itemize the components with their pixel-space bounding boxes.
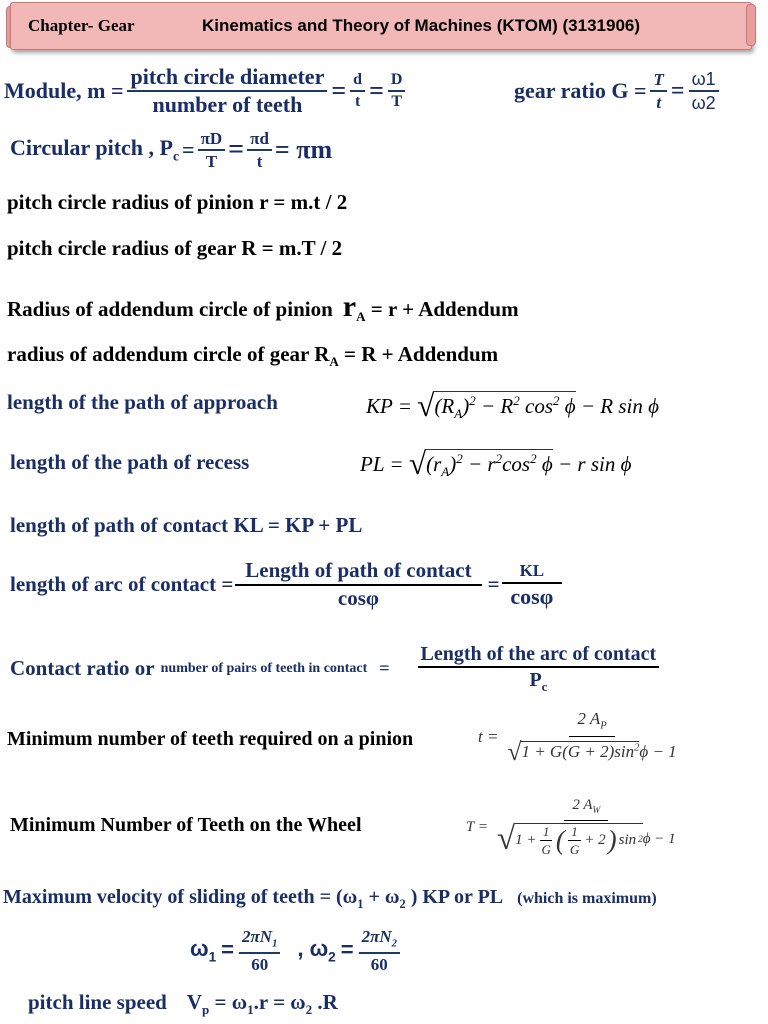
subscript: W: [592, 806, 601, 816]
left-paren: (: [555, 825, 565, 856]
min-pinion-label: Minimum number of teeth required on a pinion: [7, 728, 414, 750]
pitch-line-formula: [187, 990, 338, 1018]
subscript: A: [454, 406, 463, 422]
addendum-pinion-expr: [343, 290, 519, 325]
omega-formulas: [190, 928, 400, 973]
frac-den: G: [569, 842, 580, 858]
module-fraction: [127, 66, 327, 116]
min-pinion-formula: [478, 710, 680, 764]
gear-ratio-omega-fraction: [689, 70, 719, 112]
max-velocity-line: [3, 886, 657, 912]
min-pinion-fraction: [504, 710, 679, 764]
term: + 2: [584, 832, 606, 849]
term: − R: [475, 394, 514, 418]
frac-num: 1: [568, 825, 581, 841]
max-velocity-note: (which is maximum): [517, 890, 657, 907]
superscript: 2: [456, 451, 463, 466]
pitch-line-label: pitch line speed: [28, 990, 167, 1014]
frac-den: G: [541, 842, 551, 858]
one-over-G: [538, 825, 553, 856]
equals: =: [670, 77, 685, 104]
frac-num: πd: [247, 130, 272, 151]
frac-den: t: [656, 93, 662, 112]
subject-title: Kinematics and Theory of Machines (KTOM) (3131906): [202, 16, 641, 35]
frac-num: Length of path of contact: [235, 560, 481, 586]
circular-pitch-formula: [10, 130, 332, 170]
subscript: 2: [399, 897, 406, 911]
radicand: [426, 449, 553, 480]
equals: =: [228, 134, 245, 165]
frac-den: T: [391, 93, 403, 110]
subscript: P: [600, 720, 607, 732]
term: ): [462, 394, 470, 418]
frac-num: [569, 710, 614, 737]
term: .r = ω: [253, 990, 306, 1014]
term: ϕ − 1: [642, 831, 676, 848]
approach-formula: [366, 388, 659, 424]
num-text: 2πN: [361, 927, 392, 946]
label-text: Maximum velocity of sliding of teeth = (ω: [3, 886, 358, 908]
term: 1 +: [515, 832, 537, 849]
gear-ratio-formula: [514, 70, 719, 112]
sqrt-icon: √: [507, 736, 522, 766]
pitch-line-speed-line: [28, 990, 338, 1018]
gear-ratio-label: gear ratio G =: [514, 78, 647, 103]
frac-den: cosφ: [337, 586, 379, 610]
sqrt-icon: √: [496, 821, 516, 858]
equals: =: [487, 572, 500, 596]
superscript: 2: [530, 451, 537, 466]
kp-lhs: KP =: [366, 394, 412, 418]
gear-radius-line: pitch circle radius of gear R = m.T / 2: [7, 236, 343, 260]
omega-1: [190, 936, 216, 964]
omega-1-fraction: [239, 928, 280, 973]
subscript: 2: [328, 949, 336, 965]
min-wheel-fraction: [494, 798, 679, 856]
term: ϕ: [559, 394, 576, 418]
kp-tail: − R sin ϕ: [575, 394, 660, 418]
equals: =: [221, 937, 235, 963]
arc-contact-fraction: [235, 560, 481, 609]
frac-den: 60: [251, 954, 269, 974]
header-scroll-right-ornament: [746, 4, 756, 46]
recess-label: length of the path of recess: [10, 450, 250, 474]
frac-num: 1: [540, 825, 553, 841]
min-wheel-label: Minimum Number of Teeth on the Wheel: [10, 814, 362, 836]
superscript: 2: [634, 742, 640, 754]
min-wheel-formula: [466, 798, 679, 856]
equals: =: [369, 76, 384, 105]
subscript: A: [441, 464, 450, 480]
equals: =: [182, 137, 195, 162]
subscript: 1: [247, 1002, 254, 1018]
term: sin: [618, 832, 637, 849]
addendum-pinion-label: Radius of addendum circle of pinion: [7, 297, 333, 321]
superscript: 2: [513, 393, 520, 408]
term: ): [449, 452, 457, 476]
frac-num: Length of the arc of contact: [418, 644, 660, 668]
label-text: Circular pitch , P: [10, 135, 173, 161]
term: = ω: [209, 990, 248, 1014]
term: 1 + G(G + 2)sin: [521, 741, 635, 761]
frac-num: [359, 928, 400, 954]
arc-contact-label: length of arc of contact =: [10, 572, 234, 596]
omega-symbol: , ω: [297, 936, 329, 962]
contact-ratio-formula: [10, 644, 659, 693]
omega-2-fraction: [359, 928, 400, 973]
addendum-gear-label: radius of addendum circle of gear R: [7, 342, 330, 366]
lhs: T =: [466, 818, 488, 835]
pl-tail: − r sin ϕ: [552, 452, 632, 476]
subscript: 2: [391, 938, 397, 950]
subscript: 1: [272, 938, 278, 950]
frac-num: πD: [198, 130, 226, 151]
pi-d-over-t: [247, 130, 272, 170]
gear-ratio-fraction: [650, 71, 666, 111]
term: ϕ: [536, 452, 553, 476]
subscript: 1: [208, 949, 217, 965]
pi-m: = πm: [274, 135, 333, 164]
subscript: p: [202, 1002, 210, 1018]
num-text: 2 A: [572, 797, 593, 813]
subscript: A: [356, 309, 366, 325]
term: (r: [426, 452, 442, 476]
chapter-title: Chapter- Gear: [28, 16, 135, 35]
frac-num: ω1: [689, 70, 719, 92]
expr-rest: = r + Addendum: [365, 297, 519, 321]
approach-label: length of the path of approach: [7, 390, 278, 414]
frac-num: [564, 798, 608, 821]
arc-contact-formula: [10, 560, 562, 609]
radicand: [521, 741, 639, 760]
term: cos: [502, 452, 531, 476]
equals: =: [331, 76, 347, 105]
term: ϕ − 1: [639, 741, 677, 761]
contact-ratio-small-text: number of pairs of teeth in contact: [160, 660, 368, 676]
term: cos: [519, 394, 553, 418]
sqrt-icon: √: [408, 446, 427, 481]
contact-path-line: length of path of contact KL = KP + PL: [10, 513, 363, 537]
module-denominator: number of teeth: [152, 92, 303, 117]
subscript: 1: [357, 897, 364, 911]
frac-den: ω2: [691, 93, 716, 113]
frac-num: [239, 928, 280, 954]
subscript: A: [329, 354, 339, 370]
frac-num: d: [350, 72, 365, 92]
module-numerator: pitch circle diameter: [127, 66, 327, 92]
term: (R: [434, 394, 455, 418]
subscript: c: [541, 680, 548, 694]
equals: =: [340, 937, 354, 963]
kl-over-cos-fraction: [502, 562, 563, 608]
r-symbol: r: [342, 290, 357, 323]
module-fraction-d-t: [350, 72, 365, 110]
pi-D-over-T: [198, 130, 226, 170]
contact-ratio-label: Contact ratio or: [10, 656, 155, 681]
term: + ω: [363, 886, 400, 908]
frac-den: [504, 737, 679, 765]
radicand: [434, 391, 575, 422]
num-text: 2πN: [242, 927, 273, 946]
superscript: 2: [638, 835, 643, 846]
v-symbol: V: [186, 990, 203, 1014]
expr-rest: = R + Addendum: [338, 342, 499, 366]
frac-den: 60: [370, 954, 388, 974]
pl-lhs: PL =: [360, 452, 404, 476]
frac-den: t: [354, 93, 361, 110]
superscript: 2: [553, 393, 560, 408]
module-formula: [4, 66, 405, 116]
term: − r: [462, 452, 496, 476]
radicand: [515, 823, 643, 856]
omega-symbol: ω: [190, 936, 209, 962]
equals: =: [379, 658, 390, 679]
right-paren: ): [607, 825, 617, 856]
frac-num: T: [650, 71, 666, 92]
frac-num: D: [388, 72, 406, 92]
lhs: t =: [478, 727, 499, 747]
term: ) KP or PL: [405, 886, 504, 908]
superscript: 2: [495, 451, 503, 466]
frac-den: [494, 821, 679, 856]
max-velocity-formula: [3, 886, 503, 912]
module-fraction-D-T: [388, 72, 406, 110]
frac-den: t: [256, 152, 263, 171]
addendum-pinion-line: [7, 290, 519, 325]
subscript: 2: [305, 1002, 313, 1018]
frac-den: T: [205, 152, 218, 171]
omega-2: [297, 936, 335, 964]
p-symbol: P: [529, 669, 542, 691]
term: .R: [312, 990, 338, 1014]
module-label: Module, m =: [4, 78, 124, 103]
frac-num: KL: [502, 562, 563, 584]
circular-pitch-label: [10, 135, 179, 164]
num-text: 2 A: [577, 709, 601, 728]
superscript: 2: [469, 393, 476, 408]
frac-den: [526, 668, 550, 693]
contact-ratio-fraction: [418, 644, 660, 693]
frac-den: cosφ: [510, 583, 554, 609]
sqrt-icon: √: [417, 388, 435, 423]
subscript: c: [172, 148, 180, 164]
pinion-radius-line: pitch circle radius of pinion r = m.t / 2: [7, 190, 348, 214]
addendum-gear-line: [7, 342, 498, 370]
recess-formula: [360, 446, 631, 482]
one-over-G: [567, 825, 582, 856]
